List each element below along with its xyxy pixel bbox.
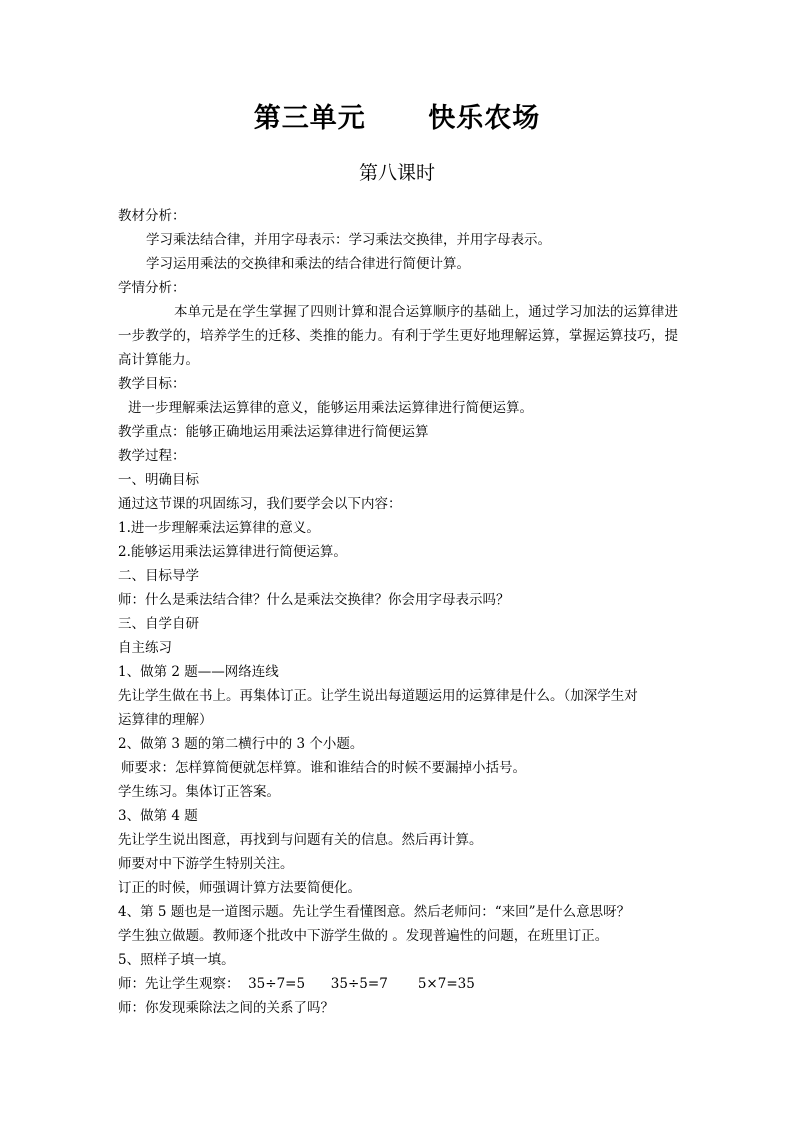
exercise-2-practice: 学生练习。集体订正答案。 [118, 784, 280, 800]
focus-text: 教学重点：能够正确地运用乘法运算律进行简便运算 [118, 424, 429, 440]
exercise-3-text-a: 先让学生说出图意，再找到与问题有关的信息。然后再计算。 [118, 832, 483, 848]
exercise-5-text-b: 师：你发现乘除法之间的关系了吗？ [118, 1000, 334, 1016]
material-line-2: 学习运用乘法的交换律和乘法的结合律进行简便计算。 [146, 256, 470, 272]
exercise-2: 2、做第 3 题的第二横行中的 3 个小题。 [118, 736, 364, 752]
exercise-3-text-b: 师要对中下游学生特别关注。 [118, 856, 294, 872]
page-title: 第三单元 快乐农场 [253, 103, 541, 134]
exercise-4-text-b: 学生独立做题。教师逐个批改中下游学生做的 。发现普遍性的问题，在班里订正。 [118, 928, 609, 944]
self-practice-label: 自主练习 [118, 640, 172, 656]
material-label: 教材分析： [118, 208, 186, 224]
step-3-heading: 三、自学自研 [118, 616, 199, 632]
step-1-item-1: 1.进一步理解乘法运算律的意义。 [118, 520, 320, 536]
exercise-1-text-a: 先让学生做在书上。再集体订正。让学生说出每道题运用的运算律是什么。（加深学生对 [118, 688, 638, 704]
exercise-1-text-b: 运算律的理解） [118, 712, 213, 728]
goal-text: 进一步理解乘法运算律的意义，能够运用乘法运算律进行简便运算。 [128, 400, 533, 416]
exercise-1: 1、做第 2 题——网络连线 [118, 664, 279, 680]
exercise-3-text-c: 订正的时候，师强调计算方法要简便化。 [118, 880, 361, 896]
step-2-heading: 二、目标导学 [118, 568, 199, 584]
student-label: 学情分析： [118, 280, 186, 296]
process-label: 教学过程： [118, 448, 186, 464]
page-subtitle: 第八课时 [358, 162, 435, 184]
step-1-intro: 通过这节课的巩固练习，我们要学会以下内容： [118, 496, 402, 512]
exercise-3: 3、做第 4 题 [118, 808, 198, 824]
goal-label: 教学目标： [118, 376, 186, 392]
exercise-2-requirement: 师要求：怎样算简便就怎样算。谁和谁结合的时候不要漏掉小括号。 [121, 760, 526, 776]
step-1-item-2: 2.能够运用乘法运算律进行简便运算。 [118, 544, 347, 560]
exercise-4: 4、第 5 题也是一道图示题。先让学生看懂图意。然后老师问：“来回”是什么意思呀？ [118, 904, 631, 920]
exercise-5-text-a: 师：先让学生观察： 35÷7=5 35÷5=7 5×7=35 [118, 976, 475, 992]
step-1-heading: 一、明确目标 [118, 472, 199, 488]
material-line-1: 学习乘法结合律，并用字母表示：学习乘法交换律，并用字母表示。 [146, 232, 551, 248]
document-body [118, 204, 678, 1020]
exercise-5: 5、照样子填一填。 [118, 952, 235, 968]
student-paragraph: 本单元是在学生掌握了四则计算和混合运算顺序的基础上，通过学习加法的运算律进一步教学的，培养学生的迁移、类推的能力。有利于学生更好地理解运算，掌握运算技巧，提高计算能力。 [118, 304, 678, 368]
step-2-text: 师：什么是乘法结合律？什么是乘法交换律？你会用字母表示吗？ [118, 592, 510, 608]
